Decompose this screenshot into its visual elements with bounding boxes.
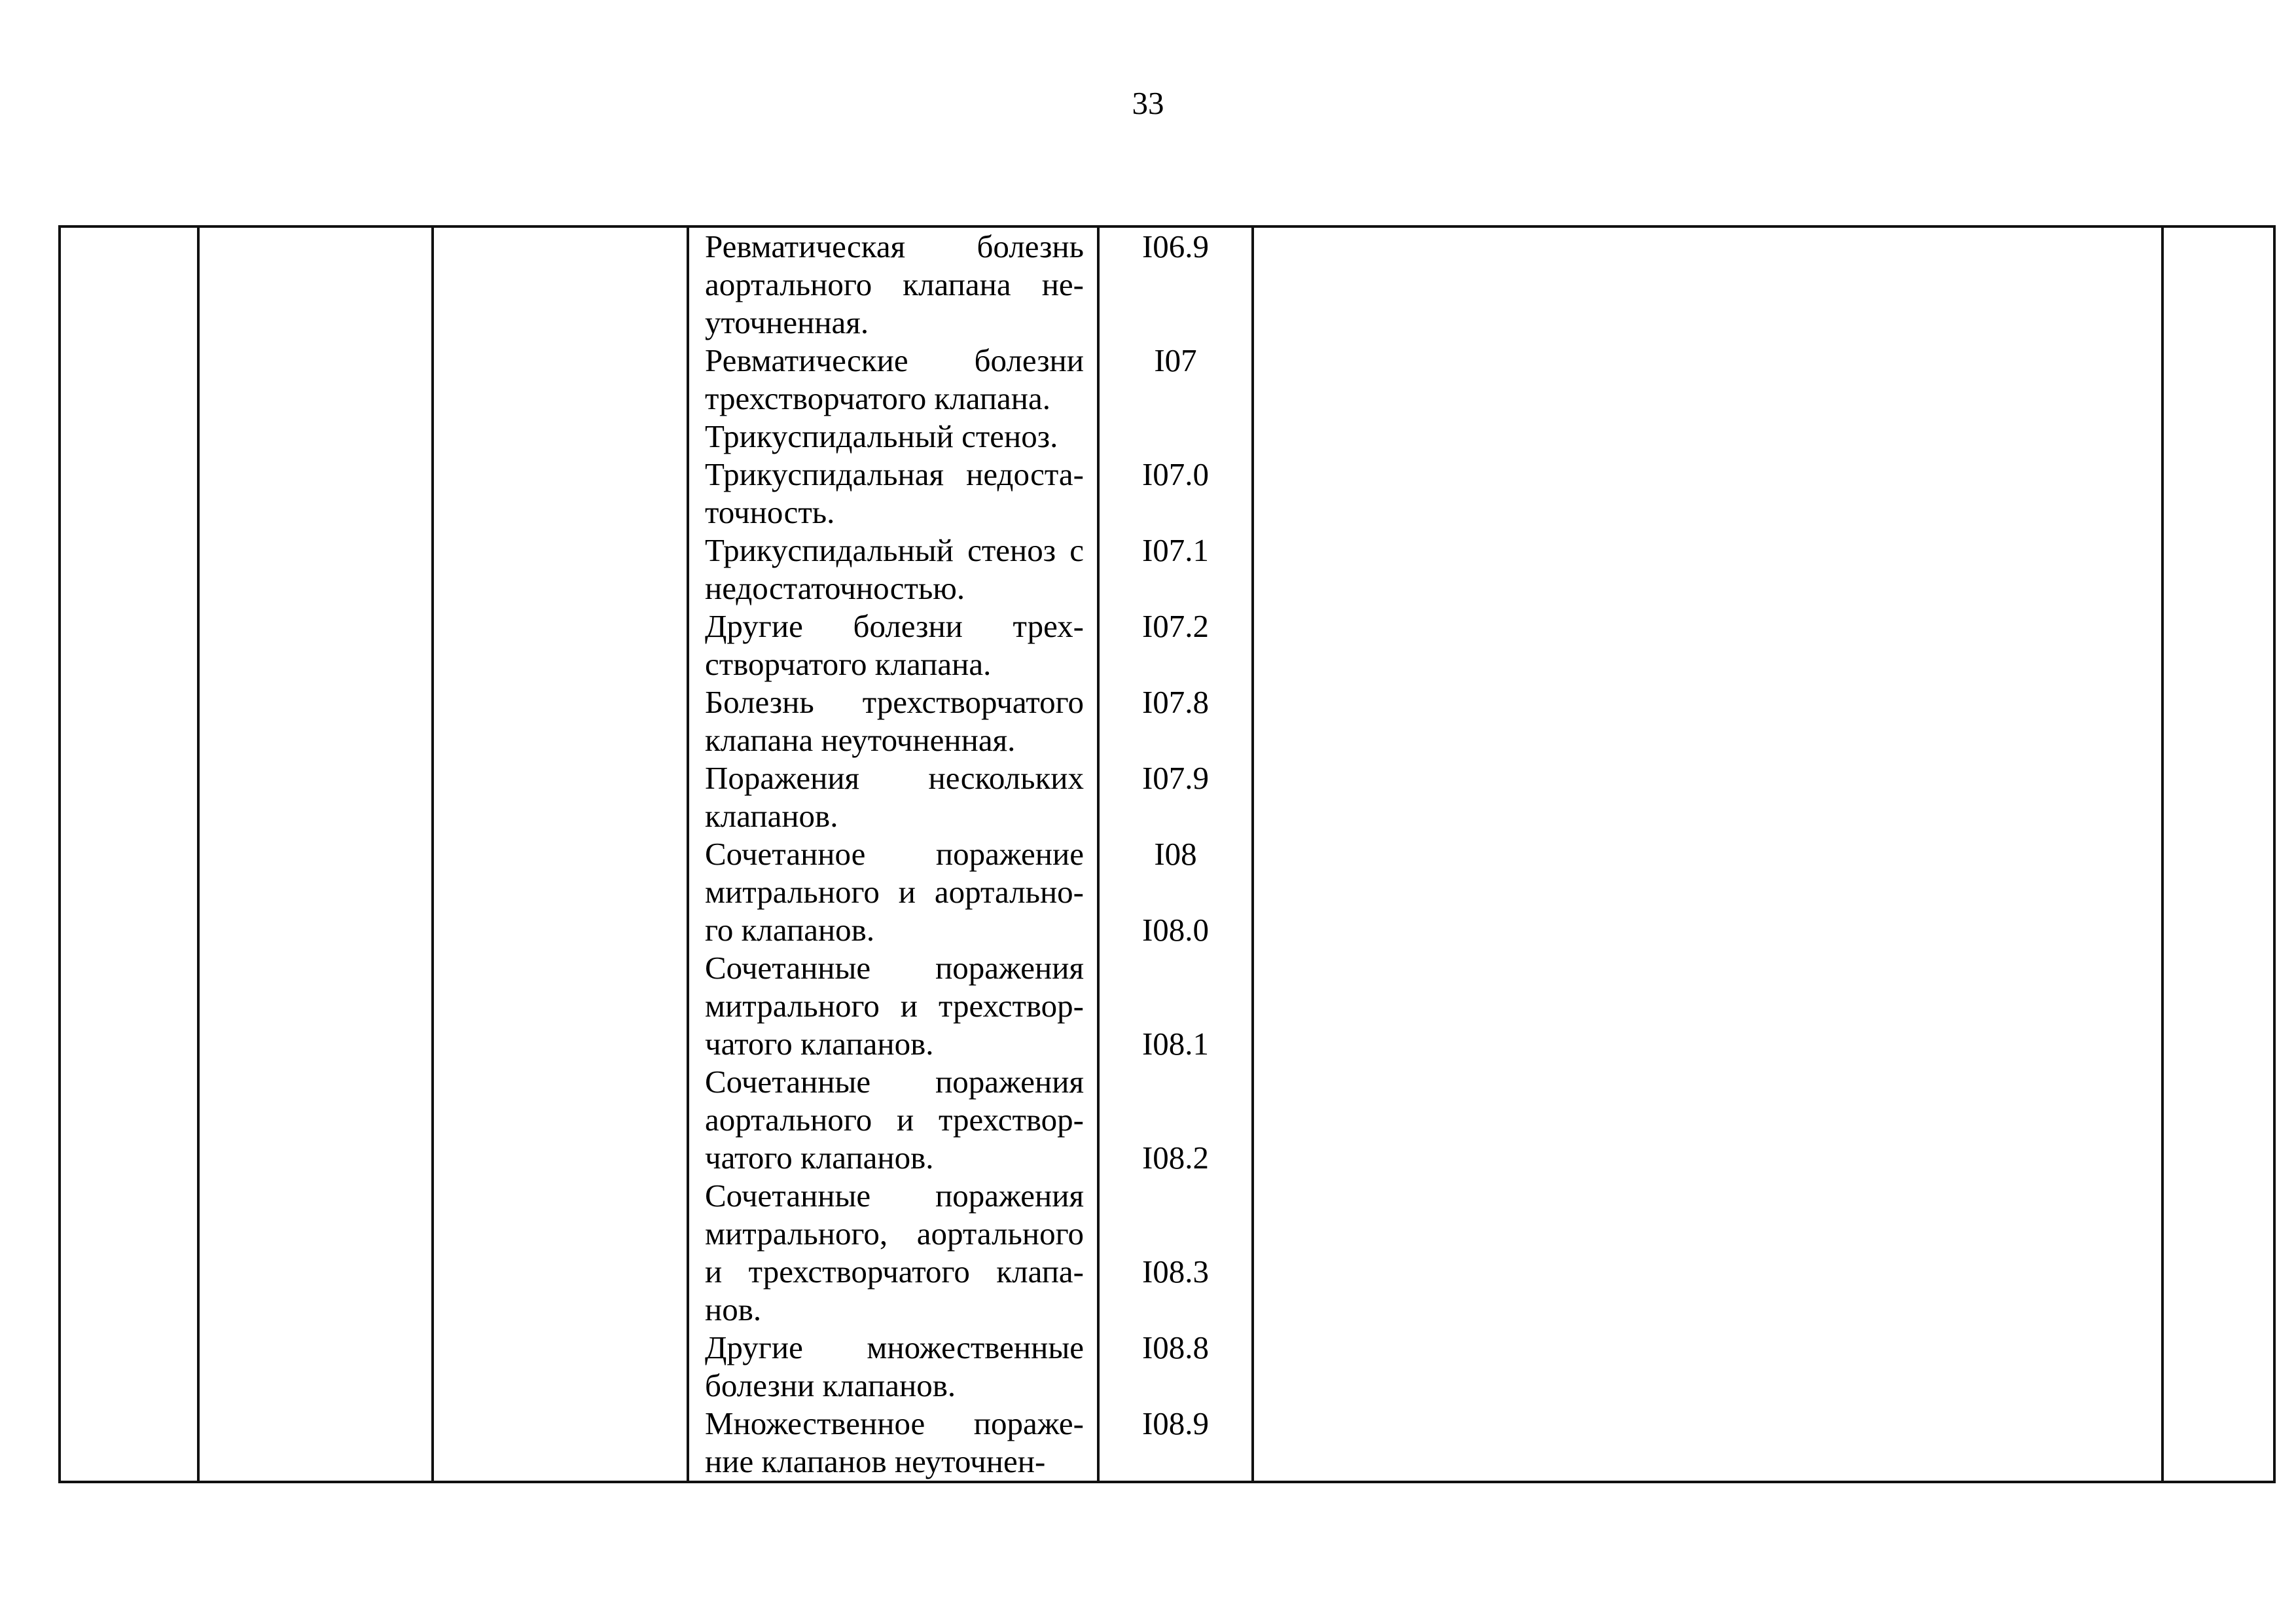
icd-code: I08.0	[1141, 912, 1210, 948]
diagnosis-entry: Другие болезни трех-створчатого клапана.	[705, 608, 1084, 682]
table-row	[60, 226, 2274, 1482]
icd-code-cell	[1098, 226, 1253, 1482]
icd-code: I07.9	[1141, 760, 1210, 796]
diagnosis-entry: Сочетанные поражения митрального и трехствор-чатого клапанов.	[705, 950, 1084, 1062]
classification-table	[58, 225, 2276, 1483]
icd-code: I07.0	[1141, 456, 1210, 492]
icd-code: I07.2	[1141, 608, 1210, 644]
icd-code: I08	[1154, 836, 1197, 872]
diagnosis-entry: Другие множественные болезни клапанов.	[705, 1329, 1084, 1403]
icd-code: I08.2	[1141, 1140, 1210, 1176]
icd-code: I08.1	[1141, 1026, 1210, 1062]
table-cell-col3	[433, 226, 688, 1482]
page-number: 33	[1132, 85, 1164, 121]
diagnosis-entry: Болезнь трехстворчатого клапана неуточненная.	[705, 684, 1084, 758]
diagnosis-entry: Ревматические болезни трехстворчатого клапана.	[705, 342, 1084, 416]
icd-code: I07	[1154, 342, 1197, 378]
diagnosis-list	[689, 228, 1097, 1481]
icd-code-list	[1100, 228, 1251, 1481]
diagnosis-cell	[688, 226, 1098, 1482]
icd-code: I08.3	[1141, 1254, 1210, 1290]
icd-code: I08.9	[1141, 1405, 1210, 1441]
diagnosis-entry: Поражения нескольких клапанов.	[705, 760, 1084, 834]
diagnosis-entry: Трикуспидальный стеноз.	[705, 418, 1058, 454]
diagnosis-entry: Множественное пораже-ние клапанов неуточнен-	[705, 1405, 1084, 1479]
icd-code: I07.8	[1141, 684, 1210, 720]
icd-code: I07.1	[1141, 532, 1210, 568]
table-cell-col6	[1253, 226, 2162, 1482]
diagnosis-entry: Трикуспидальная недоста-точность.	[705, 456, 1084, 530]
icd-code: I06.9	[1141, 228, 1210, 264]
icd-code: I08.8	[1141, 1329, 1210, 1365]
table-cell-col7	[2162, 226, 2274, 1482]
diagnosis-entry: Сочетанное поражение митрального и аортально-го клапанов.	[705, 836, 1084, 948]
diagnosis-entry: Сочетанные поражения митрального, аортального и трехстворчатого клапа-нов.	[705, 1178, 1084, 1327]
table-cell-col2	[198, 226, 433, 1482]
diagnosis-entry: Трикуспидальный стеноз с недостаточностью.	[705, 532, 1084, 606]
table-cell-col1	[60, 226, 198, 1482]
diagnosis-entry: Ревматическая болезнь аортального клапана не-уточненная.	[705, 228, 1084, 340]
diagnosis-entry: Сочетанные поражения аортального и трехствор-чатого клапанов.	[705, 1064, 1084, 1176]
